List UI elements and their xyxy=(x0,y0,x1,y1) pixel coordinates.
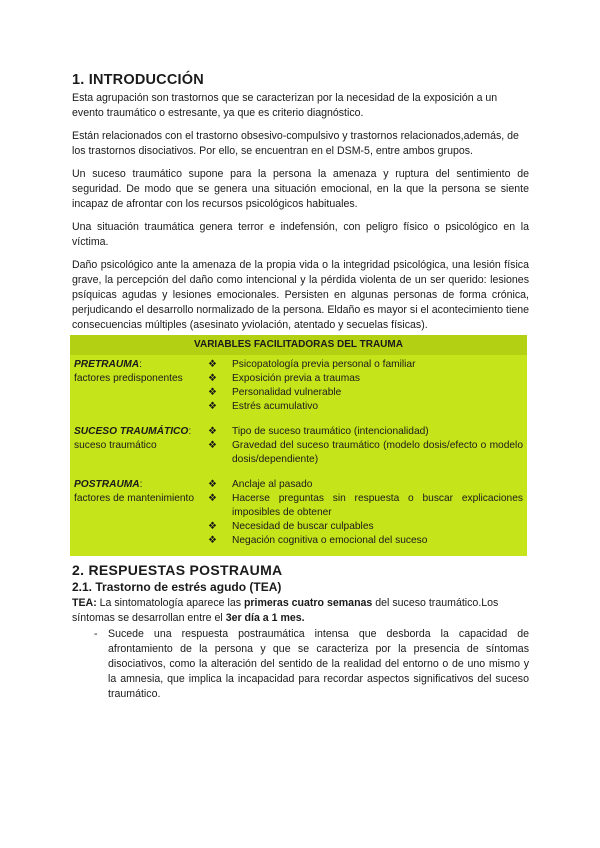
item-text: Anclaje al pasado xyxy=(232,479,313,490)
diamond-bullet-icon: ❖ xyxy=(208,440,217,451)
tea-text: del suceso traumático.Los síntomas se desarrollan entre el xyxy=(72,597,499,624)
diamond-bullet-icon: ❖ xyxy=(208,535,217,546)
intro-paragraph-3: Un suceso traumático supone para la persona la amenaza y ruptura del sentimiento de seguridad. De modo que se genera una situación emocional, en la que la persona se siente incapaz de afrontar con los recursos psicológicos habituales. xyxy=(72,168,529,210)
phase-colon: : xyxy=(139,359,142,370)
item-text: Exposición previa a traumas xyxy=(232,373,360,384)
phase-subtitle: factores predisponentes xyxy=(74,373,183,384)
list-item xyxy=(94,627,529,702)
item-text: Psicopatología previa personal o familiar xyxy=(232,359,416,370)
trauma-variables-table xyxy=(70,335,527,556)
diamond-bullet-icon: ❖ xyxy=(208,521,217,532)
intro-paragraph-1: Esta agrupación son trastornos que se caracterizan por la necesidad de la exposición a un evento traumático o estresante, ya que es criterio diagnóstico. xyxy=(72,92,498,119)
items-cell xyxy=(204,475,527,556)
diamond-bullet-icon: ❖ xyxy=(208,426,217,437)
table-row xyxy=(70,475,527,556)
item-text: Hacerse preguntas sin respuesta o buscar explicaciones imposibles de obtener xyxy=(232,493,523,518)
list-item xyxy=(208,386,523,400)
list-item xyxy=(208,478,523,492)
phase-name: POSTRAUMA xyxy=(74,479,140,490)
section-2-title: 2. RESPUESTAS POSTRAUMA xyxy=(72,562,283,578)
list-item xyxy=(208,400,523,414)
item-text: Tipo de suceso traumático (intencionalidad) xyxy=(232,426,429,437)
phase-cell xyxy=(70,355,204,422)
list-item xyxy=(208,439,523,467)
phase-cell xyxy=(70,475,204,556)
tea-emphasis: 3er día a 1 mes. xyxy=(225,611,305,624)
diamond-bullet-icon: ❖ xyxy=(208,373,217,384)
item-text: Personalidad vulnerable xyxy=(232,387,342,398)
subsection-title: 2.1. Trastorno de estrés agudo (TEA) xyxy=(72,580,282,594)
tea-emphasis: primeras cuatro semanas xyxy=(243,597,373,609)
item-text: Sucede una respuesta postraumática intensa que desborda la capacidad de afrontamiento de la persona y que se caracteriza por la presencia de síntomas disociativos, como la alteración del sentido de la realidad del entorno o de uno mismo y la amnesia, que implica la incapacidad para recordar aspectos significativos del suceso traumático. xyxy=(108,628,529,700)
intro-paragraph-4: Una situación traumática genera terror e indefensión, con peligro físico o psicológico en la víctima. xyxy=(72,221,529,248)
diamond-bullet-icon: ❖ xyxy=(208,401,217,412)
phase-subtitle: suceso traumático xyxy=(74,440,157,451)
list-item xyxy=(208,534,523,548)
items-cell xyxy=(204,355,527,422)
phase-name: SUCESO TRAUMÁTICO xyxy=(74,426,189,437)
diamond-bullet-icon: ❖ xyxy=(208,387,217,398)
tea-label: TEA: xyxy=(72,597,97,609)
phase-subtitle: factores de mantenimiento xyxy=(74,493,195,504)
phase-colon: : xyxy=(139,479,143,490)
dash-list xyxy=(72,627,529,702)
phase-cell xyxy=(70,422,204,475)
dash-bullet: - xyxy=(94,628,98,640)
section-1-title: 1. INTRODUCCIÓN xyxy=(72,72,204,88)
list-item xyxy=(208,425,523,439)
intro-paragraph-2: Están relacionados con el trastorno obsesivo-compulsivo y trastornos relacionados,además, de los trastornos disociativos. Por ello, se encuentran en el DSM-5, entre ambos grupos. xyxy=(72,130,519,157)
list-item xyxy=(208,520,523,534)
item-text: Negación cognitiva o emocional del suceso xyxy=(232,535,428,546)
list-item xyxy=(208,372,523,386)
phase-colon: : xyxy=(188,426,192,437)
tea-text: La sintomatología aparece las xyxy=(96,597,244,609)
diamond-bullet-icon: ❖ xyxy=(208,479,217,490)
table-row xyxy=(70,422,527,475)
item-text: Necesidad de buscar culpables xyxy=(232,521,374,532)
table-header: VARIABLES FACILITADORAS DEL TRAUMA xyxy=(70,335,527,355)
item-text: Estrés acumulativo xyxy=(232,401,319,412)
diamond-bullet-icon: ❖ xyxy=(208,359,217,370)
list-item xyxy=(208,492,523,520)
table-row xyxy=(70,355,527,422)
items-cell xyxy=(204,422,527,475)
item-text: Gravedad del suceso traumático (modelo dosis/efecto o modelo dosis/dependiente) xyxy=(232,440,523,465)
list-item xyxy=(208,358,523,372)
phase-name: PRETRAUMA xyxy=(74,359,140,370)
document-page xyxy=(72,72,529,702)
diamond-bullet-icon: ❖ xyxy=(208,493,217,504)
tea-paragraph xyxy=(72,596,529,625)
intro-paragraph-5: Daño psicológico ante la amenaza de la propia vida o la integridad psicológica, una lesión física grave, la percepción del daño como intencional y la pérdida violenta de un ser querido: lesiones psíquicas agudas y lesiones emocionales. Persisten en algunas personas de forma crónica, perjudicando el desarrollo normalizado de la persona. Eldaño es mayor si el acontecimiento tiene consecuencias múltiples (asesinato yviolación, atentado y secuelas físicas). xyxy=(72,259,529,331)
